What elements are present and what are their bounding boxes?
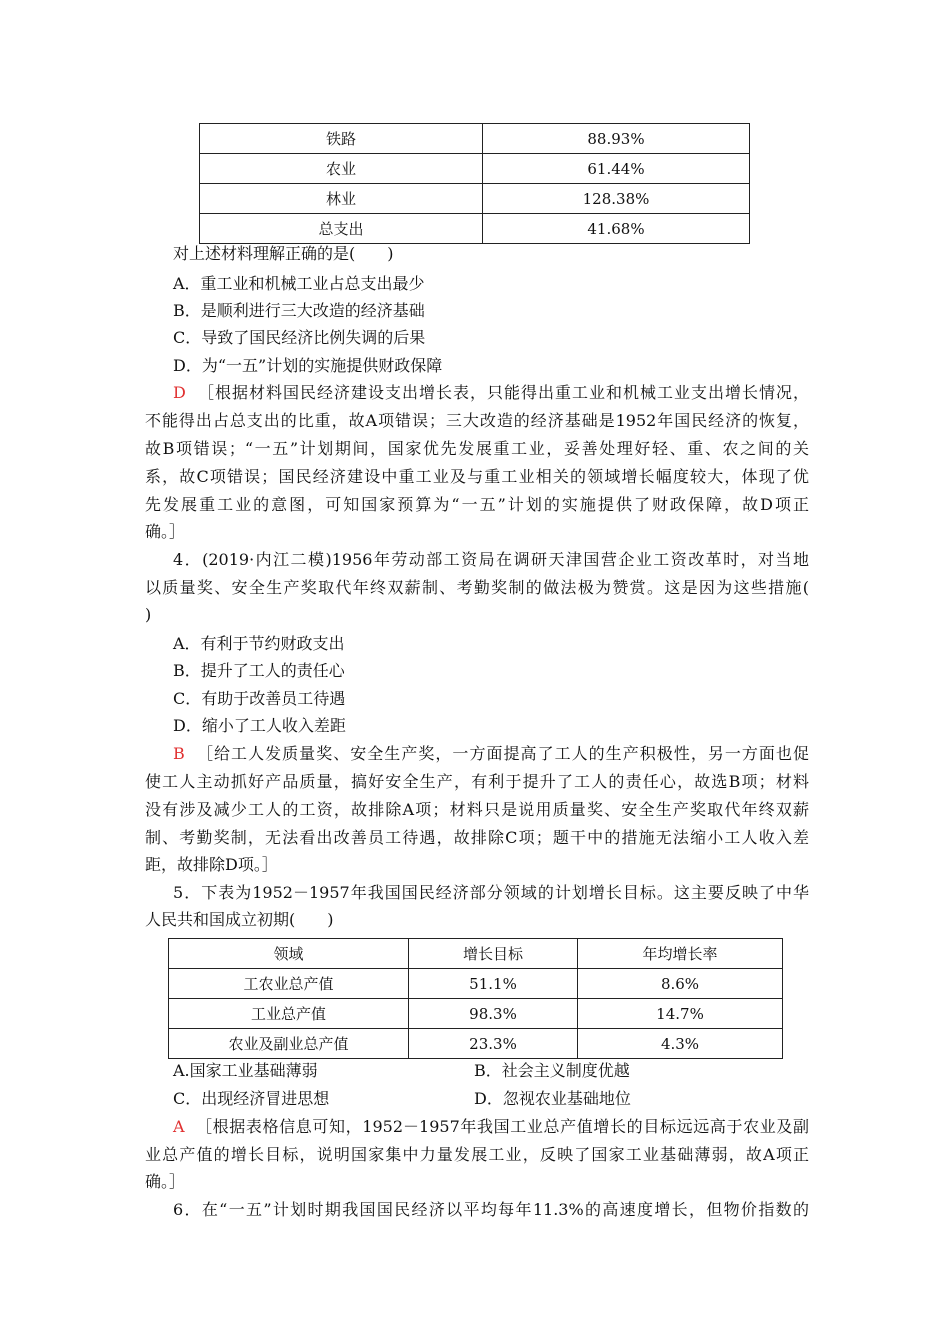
q3-option-a: A．重工业和机械工业占总支出最少 xyxy=(173,274,425,293)
q4-explanation-line: B ［给工人发质量奖、安全生产奖，一方面提高了工人的生产积极性，另一方面也促 xyxy=(173,744,809,763)
q4-answer: B xyxy=(173,744,185,763)
expenditure-growth-table xyxy=(199,123,750,244)
table-cell: 14.7% xyxy=(578,999,783,1029)
table-row xyxy=(200,154,750,184)
table-row xyxy=(169,1029,783,1059)
table-row xyxy=(200,124,750,154)
q5-explanation-line: A ［根据表格信息可知，1952－1957年我国工业总产值增长的目标远远高于农业及副 xyxy=(173,1117,809,1136)
table-cell: 88.93% xyxy=(483,124,750,154)
q3-explanation-line: D ［根据材料国民经济建设支出增长表，只能得出重工业和机械工业支出增长情况， xyxy=(173,383,809,402)
table-cell: 农业 xyxy=(200,154,483,184)
q5-stem-line: 5．下表为1952－1957年我国国民经济部分领域的计划增长目标。这主要反映了中华 xyxy=(173,883,809,902)
q4-stem-line: 以质量奖、安全生产奖取代年终双薪制、考勤奖制的做法极为赞赏。这是因为这些措施( xyxy=(145,578,809,597)
growth-target-table xyxy=(168,938,783,1059)
table-header-row xyxy=(169,939,783,969)
q4-option-a: A．有利于节约财政支出 xyxy=(173,634,345,653)
table-cell: 工农业总产值 xyxy=(169,969,409,999)
q4-explanation-line: 制、考勤奖制，无法看出改善员工待遇，故排除C项；题干中的措施无法缩小工人收入差 xyxy=(145,828,809,847)
table-row xyxy=(169,999,783,1029)
q4-option-b: B．提升了工人的责任心 xyxy=(173,661,345,680)
table-cell: 98.3% xyxy=(409,999,578,1029)
table-cell: 4.3% xyxy=(578,1029,783,1059)
q5-stem-line: 人民共和国成立初期( ) xyxy=(145,910,334,929)
table-cell: 8.6% xyxy=(578,969,783,999)
table-row xyxy=(200,184,750,214)
q3-explanation-line: 先发展重工业的意图，可知国家预算为“一五”计划的实施提供了财政保障，故D项正 xyxy=(145,495,809,514)
q3-explanation-line: 不能得出占总支出的比重，故A项错误；三大改造的经济基础是1952年国民经济的恢复， xyxy=(145,411,809,430)
q4-explanation-line: 没有涉及减少工人的工资，故排除A项；材料只是说用质量奖、安全生产奖取代年终双薪 xyxy=(145,800,809,819)
table-row xyxy=(200,214,750,244)
table-cell: 51.1% xyxy=(409,969,578,999)
table-cell: 128.38% xyxy=(483,184,750,214)
q5-explanation-line: 业总产值的增长目标，说明国家集中力量发展工业，反映了国家工业基础薄弱，故A项正 xyxy=(145,1145,809,1164)
q4-option-c: C．有助于改善员工待遇 xyxy=(173,689,346,708)
table-cell: 农业及副业总产值 xyxy=(169,1029,409,1059)
q3-explanation-line: 故B项错误；“一五”计划期间，国家优先发展重工业，妥善处理好轻、重、农之间的关 xyxy=(145,439,809,458)
q4-stem-line: 4．(2019·内江二模)1956年劳动部工资局在调研天津国营企业工资改革时，对当地 xyxy=(173,550,809,569)
q4-stem-line: ) xyxy=(145,605,152,624)
q4-explanation-line: 距，故排除D项。］ xyxy=(145,855,278,874)
q3-option-b: B．是顺利进行三大改造的经济基础 xyxy=(173,301,425,320)
table-cell: 23.3% xyxy=(409,1029,578,1059)
q5-option-b: B．社会主义制度优越 xyxy=(474,1061,630,1080)
q5-explanation-line: 确。］ xyxy=(145,1172,186,1191)
table-header: 领域 xyxy=(169,939,409,969)
table-cell: 总支出 xyxy=(200,214,483,244)
q3-explanation-line: 系，故C项错误；国民经济建设中重工业及与重工业相关的领域增长幅度较大，体现了优 xyxy=(145,467,809,486)
q4-explanation-line: 使工人主动抓好产品质量，搞好安全生产，有利于提升了工人的责任心，故选B项；材料 xyxy=(145,772,809,791)
table-cell: 铁路 xyxy=(200,124,483,154)
q5-answer: A xyxy=(173,1117,185,1136)
table-cell: 工业总产值 xyxy=(169,999,409,1029)
q3-explanation-line: 确。］ xyxy=(145,522,186,541)
q3-answer: D xyxy=(173,383,186,402)
table-cell: 41.68% xyxy=(483,214,750,244)
table-cell: 林业 xyxy=(200,184,483,214)
q4-option-d: D．缩小了工人收入差距 xyxy=(173,716,346,735)
q3-option-c: C．导致了国民经济比例失调的后果 xyxy=(173,328,426,347)
table-header: 年均增长率 xyxy=(578,939,783,969)
q5-option-c: C．出现经济冒进思想 xyxy=(173,1089,330,1108)
table-header: 增长目标 xyxy=(409,939,578,969)
table-row xyxy=(169,969,783,999)
q6-stem-line: 6．在“一五”计划时期我国国民经济以平均每年11.3%的高速度增长，但物价指数的 xyxy=(173,1200,809,1219)
q5-option-a: A.国家工业基础薄弱 xyxy=(173,1061,318,1080)
q3-option-d: D．为“一五”计划的实施提供财政保障 xyxy=(173,356,443,375)
table-cell: 61.44% xyxy=(483,154,750,184)
q5-option-d: D．忽视农业基础地位 xyxy=(474,1089,631,1108)
q3-stem: 对上述材料理解正确的是( ) xyxy=(173,244,394,263)
